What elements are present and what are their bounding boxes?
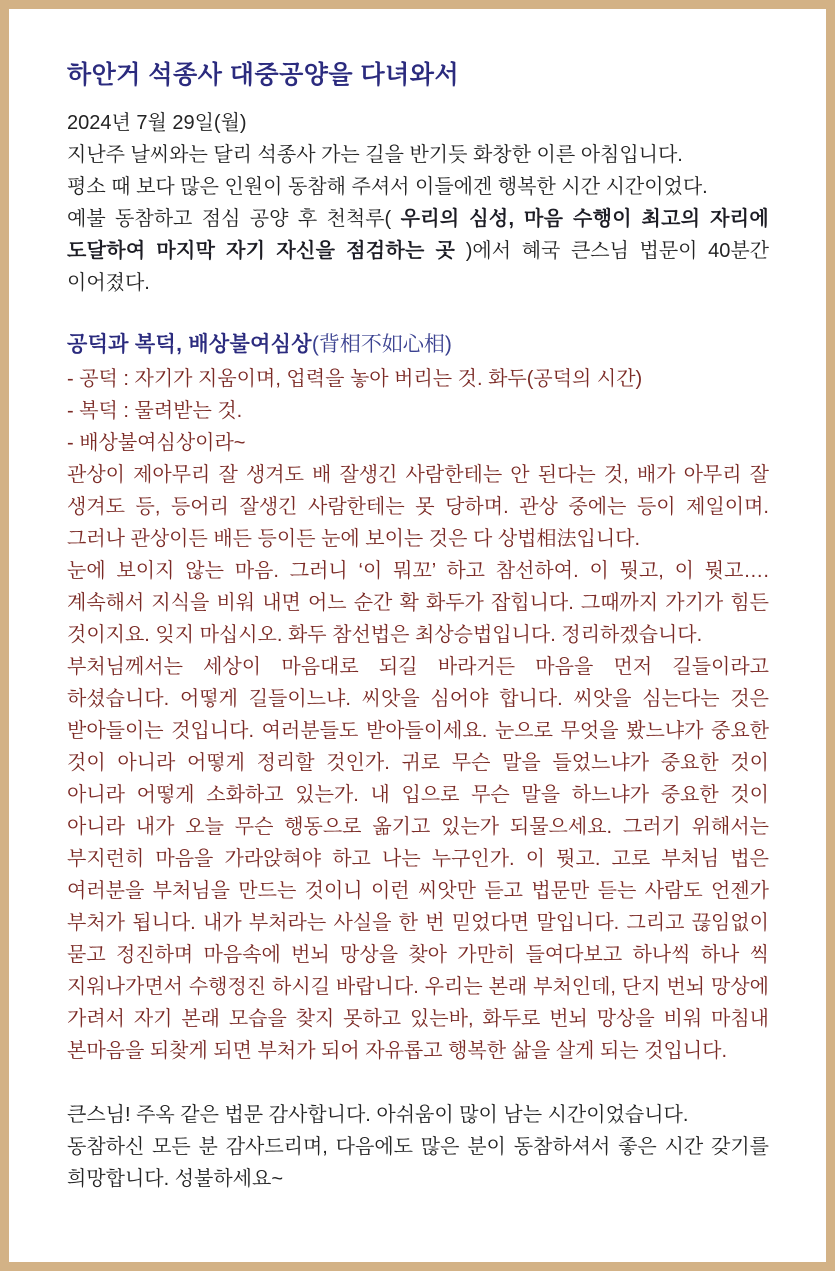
body-paragraph-2: 눈에 보이지 않는 마음. 그러니 ‘이 뭐꼬’ 하고 참선하여. 이 뭣고, 이 뭣고…. 계속해서 지식을 비워 내면 어느 순간 확 화두가 잡힙니다. 그때까지 가기가 힘든 것이지요. 잊지 마십시오. 화두 참선법은 최상승법입니다. 정리하겠습니다. [67,560,769,646]
intro-paragraph-3-emphasis: 우리의 심성, 마음 수행이 최고의 자리에 도달하여 마지막 자기 자신을 점검하는 곳 [67,208,769,262]
body-paragraph-3: 부처님께서는 세상이 마음대로 되길 바라거든 마음을 먼저 길들이라고 하셨습니다. 어떻게 길들이느냐. 씨앗을 심어야 합니다. 씨앗을 심는다는 것은 받아들이는 것입니다. 여러분들도 받아들이세요. 눈으로 무엇을 봤느냐가 중요한 것이 아니라 어떻게 정리할 것인가. 귀로 무슨 말을 들었느냐가 중요한 것이 아니라 어떻게 소화하고 있는가. 내 입으로 무슨 말을 하느냐가 중요한 것이 아니라 내가 오늘 무슨 행동으로 옮기고 있는가 되물으세요. 그러기 위해서는 부지런히 마음을 가라앉혀야 하고 나는 누구인가. 이 뭣고. 고로 부처님 법은 여러분을 부처님을 만드는 것이니 이런 씨앗만 듣고 법문만 듣는 사람도 언젠가 부처가 됩니다. 내가 부처라는 사실을 한 번 믿었다면 말입니다. 그리고 끊임없이 묻고 정진하며 마음속에 번뇌 망상을 찾아 가만히 들여다보고 하나씩 하나 씩 지워나가면서 수행정진 하시길 바랍니다. 우리는 본래 부처인데, 단지 번뇌 망상에 가려서 자기 본래 모습을 찾지 못하고 있는바, 화두로 번뇌 망상을 비워 마침내 본마음을 되찾게 되면 부처가 되어 자유롭고 행복한 삶을 살게 되는 것입니다. [67,656,769,1062]
list-item-gongdeok: - 공덕 : 자기가 지움이며, 업력을 놓아 버리는 것. 화두(공덕의 시간) [67,368,643,390]
closing-paragraph-2: 동참하신 모든 분 감사드리며, 다음에도 많은 분이 동참하셔서 좋은 시간 갖기를 희망합니다. 성불하세요~ [67,1136,769,1190]
intro-paragraph-1: 지난주 날씨와는 달리 석종사 가는 길을 반기듯 화창한 이른 아침입니다. [67,144,683,166]
date-line: 2024년 7월 29일(월) [67,112,247,134]
section-header-title: 공덕과 복덕, 배상불여심상 [67,333,312,356]
intro-paragraph-2: 평소 때 보다 많은 인원이 동참해 주셔서 이들에겐 행복한 시간 시간이었다. [67,176,708,198]
section-header-hanja: (背相不如心相) [311,333,452,356]
page-title: 하안거 석종사 대중공양을 다녀와서 [67,61,460,89]
list-item-baesang: - 배상불여심상이라~ [67,432,246,454]
intro-paragraph-3-pre: 예불 동참하고 점심 공양 후 천척루( [67,208,401,230]
intro-paragraph-3-post: )에서 혜국 큰스님 법문이 40분간 이어졌다. [67,240,770,294]
page-content [9,9,826,1262]
intro-paragraph-3 [67,203,769,299]
section-header [67,329,769,361]
body-paragraph-1: 관상이 제아무리 잘 생겨도 배 잘생긴 사람한테는 안 된다는 것, 배가 아무리 잘 생겨도 등, 등어리 잘생긴 사람한테는 못 당하며. 관상 중에는 등이 제일이며. 그러나 관상이든 배든 등이든 눈에 보이는 것은 다 상법相法입니다. [67,464,769,550]
closing-block [67,1099,769,1195]
list-item-bokdeok: - 복덕 : 물려받는 것. [67,400,243,422]
closing-paragraph-1: 큰스님! 주옥 같은 법문 감사합니다. 아쉬움이 많이 남는 시간이었습니다. [67,1104,689,1126]
